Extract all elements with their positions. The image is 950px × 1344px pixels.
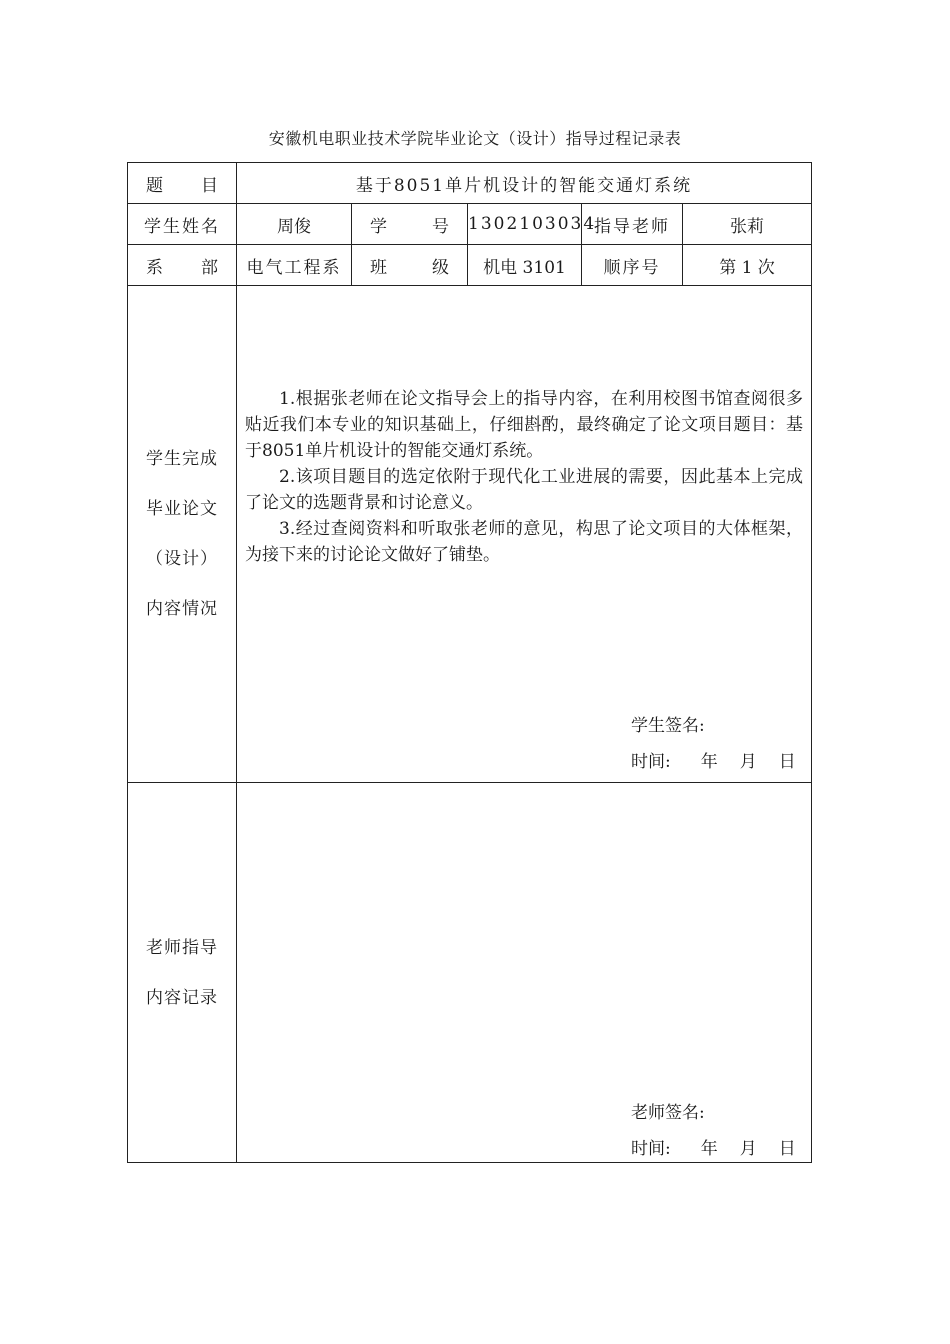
student-time-line: [631, 744, 796, 780]
student-time-day: 日: [778, 752, 796, 772]
student-content-row: [128, 286, 812, 783]
document-title: 安徽机电职业技术学院毕业论文（设计）指导过程记录表: [268, 129, 682, 148]
class-value: 机电 3101: [468, 245, 582, 286]
teacher-sign-label: 老师签名:: [631, 1103, 705, 1123]
teacher-time-month: 月: [739, 1139, 757, 1159]
dept-label-a: 系: [146, 257, 163, 278]
student-paragraph-1: 1.根据张老师在论文指导会上的指导内容，在利用校图书馆查阅很多贴近我们本专业的知识基础上，仔细斟酌，最终确定了论文项目题目：基于8051单片机设计的智能交通灯系统。: [245, 389, 803, 461]
student-signature-block: [631, 708, 796, 780]
student-section-label-cell: [128, 286, 237, 783]
teacher-time-year: 年: [700, 1139, 718, 1159]
student-content-body: [245, 386, 803, 568]
dept-value: 电气工程系: [237, 245, 352, 286]
student-time-label: 时间:: [631, 752, 671, 772]
dept-label-b: 部: [201, 257, 218, 278]
dept-row: [128, 245, 812, 286]
teacher-section-label-line-1: 老师指导: [146, 937, 218, 958]
teacher-section-label-line-2: 内容记录: [146, 987, 218, 1008]
teacher-time-line: [631, 1131, 796, 1167]
advisor-value: 张莉: [683, 204, 812, 245]
student-section-label-line-1: 学生完成: [146, 449, 218, 469]
student-section-label-line-3: （设计）: [146, 549, 218, 569]
guidance-record-table: [127, 162, 812, 1163]
topic-label-cell: [128, 163, 237, 204]
student-section-label-line-2: 毕业论文: [146, 499, 218, 519]
teacher-section-label-cell: [128, 783, 237, 1163]
topic-label-b: 目: [201, 175, 218, 196]
class-label-cell: [352, 245, 468, 286]
seq-value: 第 1 次: [683, 245, 812, 286]
teacher-content-cell: [237, 783, 812, 1163]
student-row: [128, 204, 812, 245]
student-id-label-b: 号: [432, 216, 449, 237]
student-section-label-line-4: 内容情况: [146, 599, 218, 619]
student-name-value: 周俊: [237, 204, 352, 245]
topic-label-a: 题: [146, 175, 163, 196]
student-id-value: 1302103034: [468, 204, 582, 245]
teacher-content-row: [128, 783, 812, 1163]
topic-row: [128, 163, 812, 204]
student-paragraph-2: 2.该项目题目的选定依附于现代化工业进展的需要，因此基本上完成了论文的选题背景和讨论意义。: [245, 467, 803, 513]
student-id-label-cell: [352, 204, 468, 245]
topic-value: 基于8051单片机设计的智能交通灯系统: [237, 163, 812, 204]
class-label-b: 级: [432, 257, 449, 278]
student-sign-label: 学生签名:: [631, 716, 705, 736]
student-time-month: 月: [739, 752, 757, 772]
seq-label: 顺序号: [582, 245, 683, 286]
teacher-time-label: 时间:: [631, 1139, 671, 1159]
dept-label-cell: [128, 245, 237, 286]
class-label-a: 班: [370, 257, 387, 278]
student-paragraph-3: 3.经过查阅资料和听取张老师的意见，构思了论文项目的大体框架，为接下来的讨论论文做好了铺垫。: [245, 519, 803, 565]
student-content-cell: [237, 286, 812, 783]
student-time-year: 年: [700, 752, 718, 772]
advisor-label: 指导老师: [582, 204, 683, 245]
teacher-time-day: 日: [778, 1139, 796, 1159]
teacher-signature-block: [631, 1095, 796, 1167]
student-name-label: 学生姓名: [128, 204, 237, 245]
student-id-label-a: 学: [370, 216, 387, 237]
